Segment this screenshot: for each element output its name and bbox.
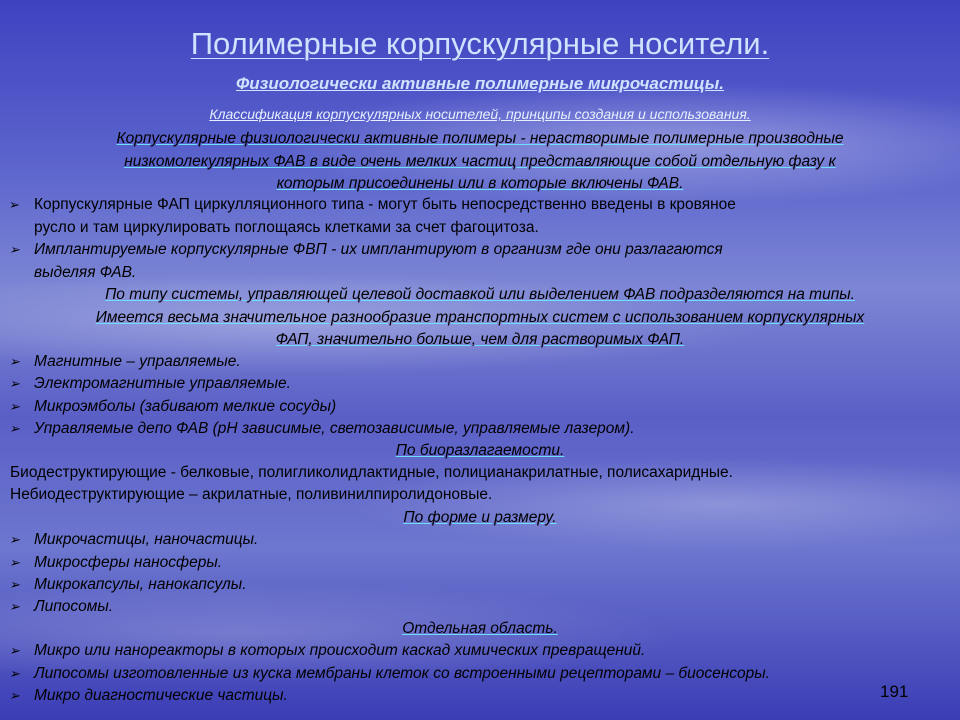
list-item-text: Микрокапсулы, нанокапсулы. <box>34 576 247 593</box>
subtitle: Физиологически активные полимерные микрочастицы. <box>236 74 724 93</box>
list-item-text: Липосомы изготовленные из куска мембраны клеток со встроенными рецепторами – биосенсоры. <box>34 665 770 682</box>
list-item <box>0 397 960 417</box>
classification-link[interactable]: Классификация корпускулярных носителей, принципы создания и использования. <box>209 106 751 122</box>
list-item-text: Магнитные – управляемые. <box>34 353 241 370</box>
list-item-text: Липосомы. <box>34 598 114 615</box>
arrow-bullet-icon: ➢ <box>9 555 20 570</box>
list-item-text: Микрочастицы, наночастицы. <box>34 531 259 548</box>
list-item <box>0 195 960 215</box>
arrow-bullet-icon: ➢ <box>9 532 20 547</box>
list-item-text: Управляемые депо ФАВ (рН зависимые, светозависимые, управляемые лазером). <box>34 420 635 437</box>
list-item <box>0 530 960 550</box>
page-number: 191 <box>880 682 909 701</box>
list-item <box>0 240 960 260</box>
definition-line: которым присоединены или в которые включены ФАВ. <box>276 175 684 192</box>
list-item-continuation: выделяя ФАВ. <box>34 264 137 281</box>
system-header: Имеется весьма значительное разнообразие транспортных систем с использованием корпускулярных <box>95 309 865 326</box>
list-item <box>0 664 960 684</box>
definition-line: Корпускулярные физиологически активные полимеры - нерастворимые полимерные производные <box>116 130 844 147</box>
system-header: ФАП, значительно больше, чем для растворимых ФАП. <box>275 331 685 348</box>
list-item <box>0 597 960 617</box>
list-item <box>0 641 960 661</box>
list-item <box>0 352 960 372</box>
biodeg-line: Небиодеструктирующие – акрилатные, поливинилпиролидоновые. <box>10 486 493 503</box>
list-item <box>0 374 960 394</box>
list-item-text: Микро или нанореакторы в которых происходит каскад химических превращений. <box>34 642 646 659</box>
list-item-text: Микросферы наносферы. <box>34 554 223 571</box>
biodeg-line: Биодеструктирующие - белковые, полигликолидлактидные, полицианакрилатные, полисахаридные. <box>10 464 733 481</box>
page-title: Полимерные корпускулярные носители. <box>190 26 770 61</box>
list-item-text: Электромагнитные управляемые. <box>34 375 291 392</box>
list-item <box>0 686 960 706</box>
list-item-text: Микроэмболы (забивают мелкие сосуды) <box>34 398 337 415</box>
list-item <box>0 553 960 573</box>
list-item-text: Корпускулярные ФАП циркулляционного типа - могут быть непосредственно введены в кровяное <box>34 196 736 213</box>
separate-header: Отдельная область. <box>402 620 558 637</box>
list-item-text: Имплантируемые корпускулярные ФВП - их имплантируют в организм где они разлагаются <box>34 241 723 258</box>
list-item-continuation: русло и там циркулировать поглощаясь клетками за счет фагоцитоза. <box>34 219 539 236</box>
arrow-bullet-icon: ➢ <box>9 197 20 212</box>
arrow-bullet-icon: ➢ <box>9 354 20 369</box>
arrow-bullet-icon: ➢ <box>9 376 20 391</box>
system-header: По типу системы, управляющей целевой доставкой или выделением ФАВ подразделяются на типы. <box>105 286 855 303</box>
list-item-text: Микро диагностические частицы. <box>34 687 288 704</box>
arrow-bullet-icon: ➢ <box>9 643 20 658</box>
definition-line: низкомолекулярных ФАВ в виде очень мелких частиц представляющие собой отдельную фазу к <box>124 153 836 170</box>
biodeg-header: По биоразлагаемости. <box>395 442 565 459</box>
arrow-bullet-icon: ➢ <box>9 242 20 257</box>
list-item <box>0 419 960 439</box>
arrow-bullet-icon: ➢ <box>9 599 20 614</box>
arrow-bullet-icon: ➢ <box>9 577 20 592</box>
arrow-bullet-icon: ➢ <box>9 399 20 414</box>
arrow-bullet-icon: ➢ <box>9 666 20 681</box>
arrow-bullet-icon: ➢ <box>9 421 20 436</box>
list-item <box>0 575 960 595</box>
arrow-bullet-icon: ➢ <box>9 688 20 703</box>
form-header: По форме и размеру. <box>403 509 557 526</box>
